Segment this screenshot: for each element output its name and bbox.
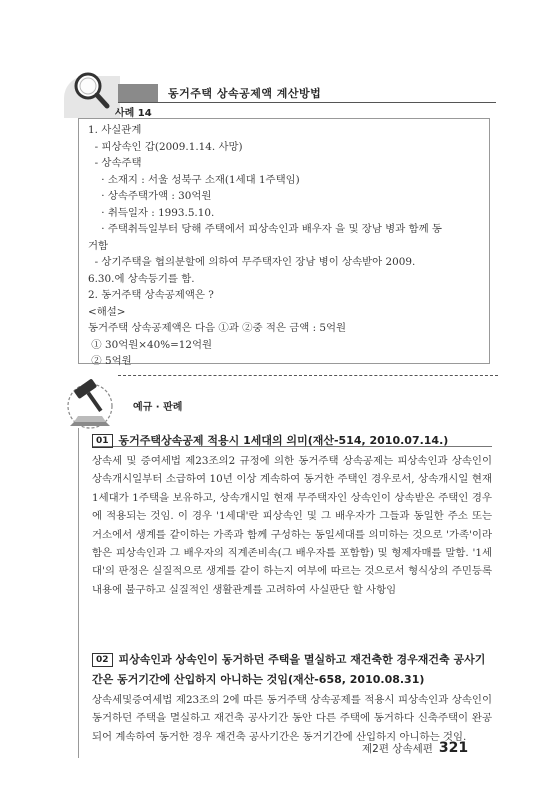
ruling-2-title [92,650,492,690]
case-line: - 상기주택을 협의분할에 의하여 무주택자인 장남 병이 상속받아 2009. [88,256,416,268]
case-line: · 상속주택가액 : 30억원 [88,190,212,202]
case-label: 사례 14 [115,108,152,119]
ruling-1-title-text: 동거주택상속공제 적용시 1세대의 의미(재산-514, 2010.07.14.) [118,434,449,447]
case-title: 동거주택 상속공제액 계산방법 [168,87,322,100]
case-header-bar [118,84,496,103]
case-line: 거함 [88,239,109,252]
ruling-1-body: 상속세 및 증여세법 제23조의2 규정에 의한 동거주택 상속공제는 피상속인과 상속인이 상속개시일부터 소급하여 10년 이상 계속하여 동거한 주택인 경우로서, 상속개시일 현재 1세대가 1주택을 보유하고, 상속개시일 현재 무주택자인 상속인이 상속받은 주택인 경우에 적용되는 것임. 이 경우 '1세대'란 피상속인 및 그 배우자가 그들과 동일한 주소 또는 거소에서 생계를 같이하는 가족과 함께 구성하는 동일세대를 의미하는 것으로 '가족'이라 함은 피상속인과 그 배우자의 직계존비속(그 배우자를 포함함) 및 형제자매를 말함. '1세대'의 판정은 실질적으로 생계를 같이 하는지 여부에 따르는 것으로서 형식상의 주민등록 내용에 불구하고 실질적인 생활관계를 고려하여 사실판단 할 사항임 [92,455,492,596]
page-number: 321 [438,740,469,756]
case-content [88,122,482,370]
case-line: 동거주택 상속공제액은 다음 ①과 ②중 적은 금액 : 5억원 [88,322,347,334]
ruling-1-number: 01 [92,434,113,448]
header-accent [118,84,158,102]
ruling-2-title-text: 피상속인과 상속인이 동거하던 주택을 멸실하고 재건축한 경우재건축 공사기간은 동거기간에 산입하지 아니하는 것임(재산-658, 2010.08.31) [92,653,486,686]
case-line: ② 5억원 [88,355,132,367]
magnifier-icon [60,60,120,120]
case-line: 6.30.에 상속등기를 함. [88,272,195,285]
case-line: ① 30억원×40%=12억원 [88,338,213,351]
case-line: · 취득일자 : 1993.5.10. [88,206,215,219]
rulings-label: 예규 · 판례 [133,402,183,413]
case-line: - 피상속인 갑(2009.1.14. 사망) [88,140,243,153]
gavel-icon [62,376,122,432]
ruling-1-title [92,432,492,447]
ruling-2-number: 02 [92,653,113,667]
section-divider [118,375,498,376]
ruling-2-body: 상속세및증여세법 제23조의 2에 따른 동거주택 상속공제를 적용시 피상속인과 상속인이 동거하던 주택을 멸실하고 재건축 공사기간 동안 다른 주택에 동거하다 신축주택이 완공되어 계속하여 동거한 경우 재건축 공사기간은 동거기간에 산입하지 아니하는 것임. [92,694,492,743]
case-line: 2. 동거주택 상속공제액은 ? [88,289,214,301]
case-line: <해설> [88,305,126,318]
footer-section: 제2편 상속세편 [362,743,433,755]
case-line: · 소재지 : 서울 성북구 소재(1세대 1주택임) [88,173,300,186]
case-line: 1. 사실관계 [88,124,142,136]
case-line: - 상속주택 [88,157,142,169]
rulings-margin-line [78,428,79,758]
page-footer [362,740,468,756]
case-line: · 주택취득일부터 당해 주택에서 피상속인과 배우자 을 및 장남 병과 함께 동 [88,223,442,235]
